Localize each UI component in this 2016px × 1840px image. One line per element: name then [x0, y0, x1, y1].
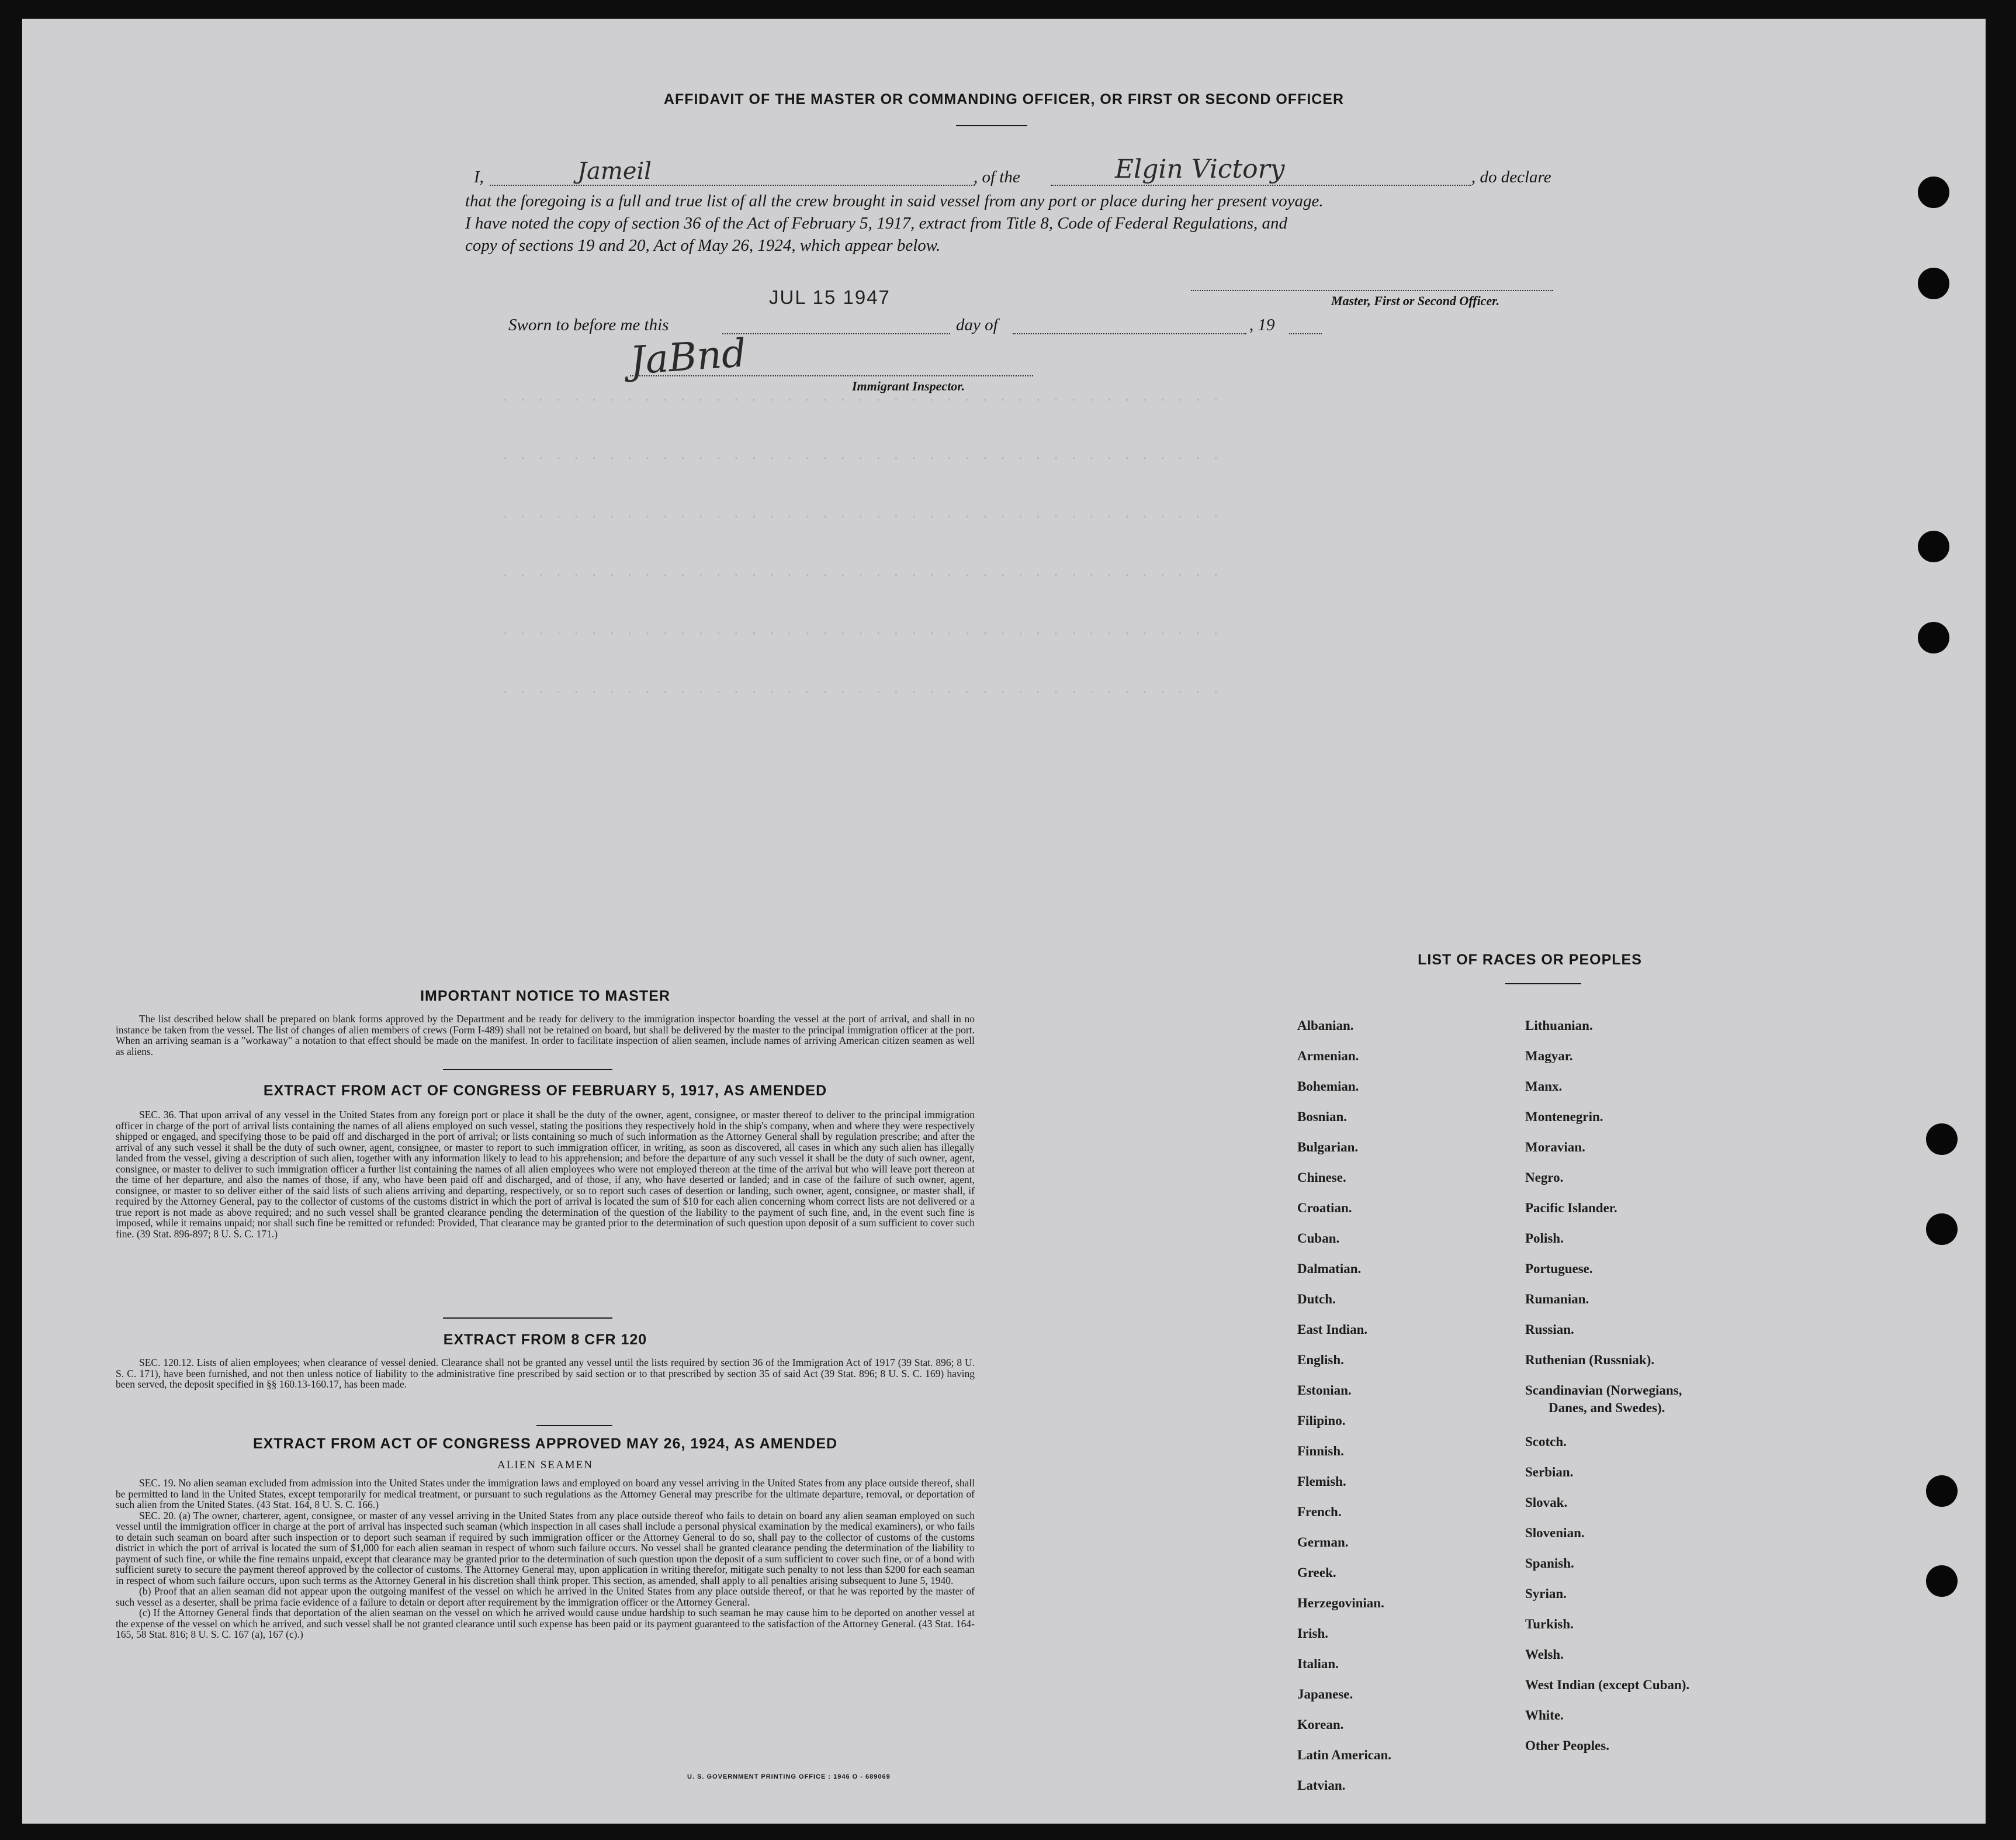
officer-name-line [490, 172, 975, 186]
race-item-left: Albanian. [1297, 1018, 1354, 1033]
race-item-right: Ruthenian (Russniak). [1525, 1353, 1655, 1367]
sworn-year-line [1289, 318, 1322, 334]
affidavit-title: AFFIDAVIT OF THE MASTER OR COMMANDING OFFICER, OR FIRST OR SECOND OFFICER [663, 91, 1345, 108]
race-item-right: Russian. [1525, 1322, 1574, 1337]
bleed-through-text: · · · · · · · · · · · · · · · · · · · · · · · · · · · · · · · · · · · · · · · · · [501, 627, 1221, 641]
punch-hole [1926, 1565, 1958, 1597]
race-item-left: Italian. [1297, 1656, 1339, 1671]
extract3-body [116, 1478, 975, 1640]
master-caption: Master, First or Second Officer. [1331, 293, 1500, 308]
race-item-right: Portuguese. [1525, 1261, 1593, 1276]
extract3-paragraph: SEC. 20. (a) The owner, charterer, agent, consignee, or master of any vessel arriving in the United States from any place outside thereof who fails to detain on board any alien seaman employed on such vessel until the immigration officer in charge at the port of arrival has inspected such seaman (which inspection in all cases shall include a personal physical examination by the medical examiners), or who fails to detain such seaman on board after such inspection or to deport such seaman if required by such immigration officer or the Attorney General to do so, shall pay to the collector of customs of the customs district in which the port of arrival is located the sum of $1,000 for each alien seaman in respect of whom such failure occurs. No vessel shall be granted clearance pending the determination of the liability to payment of such fine, or while the fine remains unpaid, except that clearance may be granted prior to the determination of such question upon the deposit of a sum sufficient to cover such fine, or of a bond with sufficient surety to secure the payment thereof approved by the collector of customs. The Attorney General may, upon application in writing therefor, mitigate such penalty to not less than $200 for each seaman in respect of whom such failure occurs, upon such terms as the Attorney General in his discretion shall think proper. This section, as amended, shall apply to all penalties arising subsequent to June 5, 1940. [116, 1509, 975, 1586]
sworn-label: Sworn to before me this [508, 316, 669, 334]
race-item-left: Dutch. [1297, 1292, 1336, 1306]
race-item-left: Korean. [1297, 1717, 1344, 1732]
race-item-left: Irish. [1297, 1626, 1329, 1641]
extract1-paragraph: SEC. 36. That upon arrival of any vessel in the United States from any foreign port or place it shall be the duty of the owner, agent, consignee, or master thereof to deliver to the principal immigration officer in charge of the port of arrival lists containing the names of all aliens employed on such vessel, stating the positions they respectively hold in the ship's company, when and where they were respectively shipped or engaged, and specifying those to be paid off and discharged in the port of arrival; or lists containing so much of such information as the Attorney General shall by regulation prescribe; and after the arrival of any such vessel it shall be the duty of such owner, agent, consignee, or master to report to such immigration officer, in writing, as soon as discovered, all cases in which any such alien has illegally landed from the vessel, giving a description of such alien, together with any information likely to lead to his apprehension; and before the departure of any such vessel it shall be the duty of such owner, agent, consignee, or master to deliver to such immigration officer a further list containing the names of all alien employees who were not employed thereon at the time of the arrival but who will leave port thereon at the time of her departure, and also the names of those, if any, who have been paid off and discharged, and of those, if any, who have deserted or landed; and in case of the failure of such owner, agent, consignee, or master to so deliver either of the said lists of such aliens arriving and departing, respectively, or so to report such cases of desertion or landing, such owner, agent, consignee, or master shall, if required by the Attorney General, pay to the collector of customs of the customs district in which the port of arrival is located the sum of $10 for each alien concerning whom correct lists are not delivered or a true report is not made as above required; and no such vessel shall be granted clearance pending the determination of the question of the liability to the payment of such fine, and, in the event such fine is imposed, while it remains unpaid; nor shall such fine be remitted or refunded: Provided, That clearance may be granted prior to the determination of such question upon deposit of a sum sufficient to cover such fine. (39 Stat. 896-897; 8 U. S. C. 171.) [116, 1109, 975, 1240]
title-underline [956, 125, 1027, 126]
race-item-left: Greek. [1297, 1565, 1336, 1580]
sworn-day-line [722, 318, 950, 334]
notice-title: IMPORTANT NOTICE TO MASTER [420, 988, 670, 1004]
race-item-left: Filipino. [1297, 1413, 1346, 1428]
race-item-left: German. [1297, 1535, 1349, 1550]
notice-paragraph: The list described below shall be prepared on blank forms approved by the Department and be ready for delivery to the immigration inspector boarding the vessel at the port of arrival, and shall in no instance be taken from the vessel. The list of changes of alien members of crews (Form I-489) shall not be retained on board, but shall be delivered by the master to the principal immigration officer at the port. When an arriving seaman is a "workaway" a notation to that effect should be made on the manifest. In order to facilitate inspection of alien seamen, include names of arriving American citizen seamen as well as aliens. [116, 1013, 975, 1057]
punch-hole [1918, 622, 1949, 653]
race-item-right: Slovak. [1525, 1495, 1568, 1510]
affidavit-line-3: I have noted the copy of section 36 of the Act of February 5, 1917, extract from Title 8, Code of Federal Regulations, and [465, 214, 1288, 233]
officer-name-handwriting: Jameil [577, 158, 652, 185]
race-item-left: Chinese. [1297, 1170, 1346, 1185]
race-item-left: Finnish. [1297, 1444, 1344, 1458]
master-signature-line [1191, 270, 1553, 291]
races-title-underline [1505, 983, 1581, 984]
punch-hole [1926, 1475, 1958, 1507]
punch-hole [1918, 531, 1949, 562]
affidavit-line-4: copy of sections 19 and 20, Act of May 26, 1924, which appear below. [465, 236, 941, 255]
affidavit-line-2: that the foregoing is a full and true list of all the crew brought in said vessel from any port or place during her present voyage. [465, 192, 1324, 210]
race-item-right: Scandinavian (Norwegians, [1525, 1383, 1682, 1398]
of-the-label: , of the [974, 168, 1020, 186]
race-item-right: Rumanian. [1525, 1292, 1589, 1306]
punch-hole [1926, 1123, 1958, 1155]
extract3-paragraph: (b) Proof that an alien seaman did not appear upon the outgoing manifest of the vessel on which he arrived in the United States from any place outside thereof, or that he was reported by the master of such vessel as a deserter, shall be prima facie evidence of a failure to detain or deport after requirement by the immigration officer or the Attorney General. [116, 1585, 975, 1608]
race-item-left: Latin American. [1297, 1748, 1391, 1762]
race-item-right: Turkish. [1525, 1617, 1574, 1631]
extract2-paragraph: SEC. 120.12. Lists of alien employees; when clearance of vessel denied. Clearance shall not be granted any vessel until the lists required by section 36 of the Immigration Act of 1917 (39 Stat. 896; 8 U. S. C. 171), have been furnished, and not then unless notice of liability to the administrative fine prescribed by said section or to that prescribed by section 35 of said Act (39 Stat. 896; 8 U. S. C. 169) having been served, the deposit specified in §§ 160.13-160.17, has been made. [116, 1357, 975, 1390]
document-page [22, 19, 1986, 1824]
bleed-through-text: · · · · · · · · · · · · · · · · · · · · · · · · · · · · · · · · · · · · · · · · · [501, 510, 1221, 524]
do-declare-label: , do declare [1471, 168, 1551, 186]
races-title: LIST OF RACES OR PEOPLES [1418, 952, 1642, 968]
bleed-through-text: · · · · · · · · · · · · · · · · · · · · · · · · · · · · · · · · · · · · · · · · · [501, 451, 1221, 466]
race-item-left: Bosnian. [1297, 1109, 1348, 1124]
extract3-title: EXTRACT FROM ACT OF CONGRESS APPROVED MAY 26, 1924, AS AMENDED [252, 1436, 838, 1452]
race-item-left: East Indian. [1297, 1322, 1368, 1337]
race-item-left: Bulgarian. [1297, 1140, 1359, 1154]
race-item-left: Estonian. [1297, 1383, 1352, 1398]
inspector-caption: Immigrant Inspector. [852, 379, 965, 393]
race-item-right: Serbian. [1525, 1465, 1574, 1479]
race-item-right: Manx. [1525, 1079, 1563, 1094]
race-item-right: Scotch. [1525, 1434, 1567, 1449]
race-item-right: Welsh. [1525, 1647, 1564, 1662]
race-item-left: Dalmatian. [1297, 1261, 1362, 1276]
extract1-body [116, 1109, 975, 1239]
year-label: , 19 [1249, 316, 1275, 334]
day-of-label: day of [956, 316, 998, 334]
received-date-stamp: JUL 15 1947 [769, 286, 891, 308]
race-item-left: Latvian. [1297, 1778, 1346, 1793]
race-item-right: Magyar. [1525, 1049, 1573, 1063]
notice-body [116, 1014, 975, 1057]
race-item-right: Montenegrin. [1525, 1109, 1603, 1124]
inspector-signature-line [630, 364, 1033, 376]
extract2-body [116, 1357, 975, 1390]
extract1-title: EXTRACT FROM ACT OF CONGRESS OF FEBRUARY 5, 1917, AS AMENDED [263, 1082, 827, 1099]
vessel-name-handwriting: Elgin Victory [1115, 154, 1285, 184]
punch-hole [1918, 177, 1949, 208]
divider-rule [443, 1317, 612, 1319]
race-item-right: Danes, and Swedes). [1549, 1400, 1665, 1415]
race-item-left: Herzegovinian. [1297, 1596, 1384, 1610]
extract3-paragraph: (c) If the Attorney General finds that deportation of the alien seaman on the vessel on which he arrived would cause undue hardship to such seaman he may cause him to be deported on another vessel at the expense of the vessel on which he arrived, and such vessel shall be not granted clearance until such expense has been paid or its payment guaranteed to the satisfaction of the Attorney General. (43 Stat. 164-165, 58 Stat. 816; 8 U. S. C. 167 (a), 167 (c).) [116, 1607, 975, 1640]
divider-rule [443, 1069, 612, 1070]
race-item-left: Cuban. [1297, 1231, 1340, 1246]
race-item-right: Spanish. [1525, 1556, 1574, 1571]
race-item-right: Polish. [1525, 1231, 1564, 1246]
sworn-month-line [1013, 318, 1246, 334]
extract3-paragraph: SEC. 19. No alien seaman excluded from admission into the United States under the immigration laws and employed on board any vessel arriving in the United States from any place outside thereof, shall be permitted to land in the United States, except temporarily for medical treatment, or pursuant to such regulations as the Attorney General may prescribe for the ultimate departure, removal, or deportation of such alien from the United States. (43 Stat. 164, 8 U. S. C. 166.) [116, 1477, 975, 1510]
inspector-signature: JaBnd [628, 330, 748, 383]
race-item-left: English. [1297, 1353, 1344, 1367]
bleed-through-text: · · · · · · · · · · · · · · · · · · · · · · · · · · · · · · · · · · · · · · · · · [501, 568, 1221, 583]
race-item-right: Pacific Islander. [1525, 1201, 1617, 1215]
divider-rule [536, 1425, 612, 1426]
race-item-right: Moravian. [1525, 1140, 1585, 1154]
extract2-title: EXTRACT FROM 8 CFR 120 [443, 1331, 647, 1348]
race-item-left: Croatian. [1297, 1201, 1352, 1215]
i-label: I, [474, 168, 484, 186]
race-item-left: Armenian. [1297, 1049, 1359, 1063]
bleed-through-text: · · · · · · · · · · · · · · · · · · · · · · · · · · · · · · · · · · · · · · · · · [501, 685, 1221, 700]
bleed-through-text: · · · · · · · · · · · · · · · · · · · · · · · · · · · · · · · · · · · · · · · · · [501, 393, 1221, 407]
race-item-right: Negro. [1525, 1170, 1564, 1185]
race-item-right: Other Peoples. [1525, 1738, 1609, 1753]
punch-hole [1926, 1213, 1958, 1245]
race-item-right: Syrian. [1525, 1586, 1567, 1601]
race-item-left: Japanese. [1297, 1687, 1353, 1701]
punch-hole [1918, 268, 1949, 299]
printer-imprint: U. S. GOVERNMENT PRINTING OFFICE : 1946 O - 689069 [687, 1773, 891, 1780]
race-item-right: West Indian (except Cuban). [1525, 1678, 1690, 1692]
race-item-right: White. [1525, 1708, 1564, 1723]
race-item-left: Bohemian. [1297, 1079, 1359, 1094]
race-item-right: Lithuanian. [1525, 1018, 1593, 1033]
race-item-left: Flemish. [1297, 1474, 1346, 1489]
race-item-right: Slovenian. [1525, 1526, 1585, 1540]
extract3-subtitle: ALIEN SEAMEN [497, 1459, 593, 1471]
race-item-left: French. [1297, 1504, 1342, 1519]
